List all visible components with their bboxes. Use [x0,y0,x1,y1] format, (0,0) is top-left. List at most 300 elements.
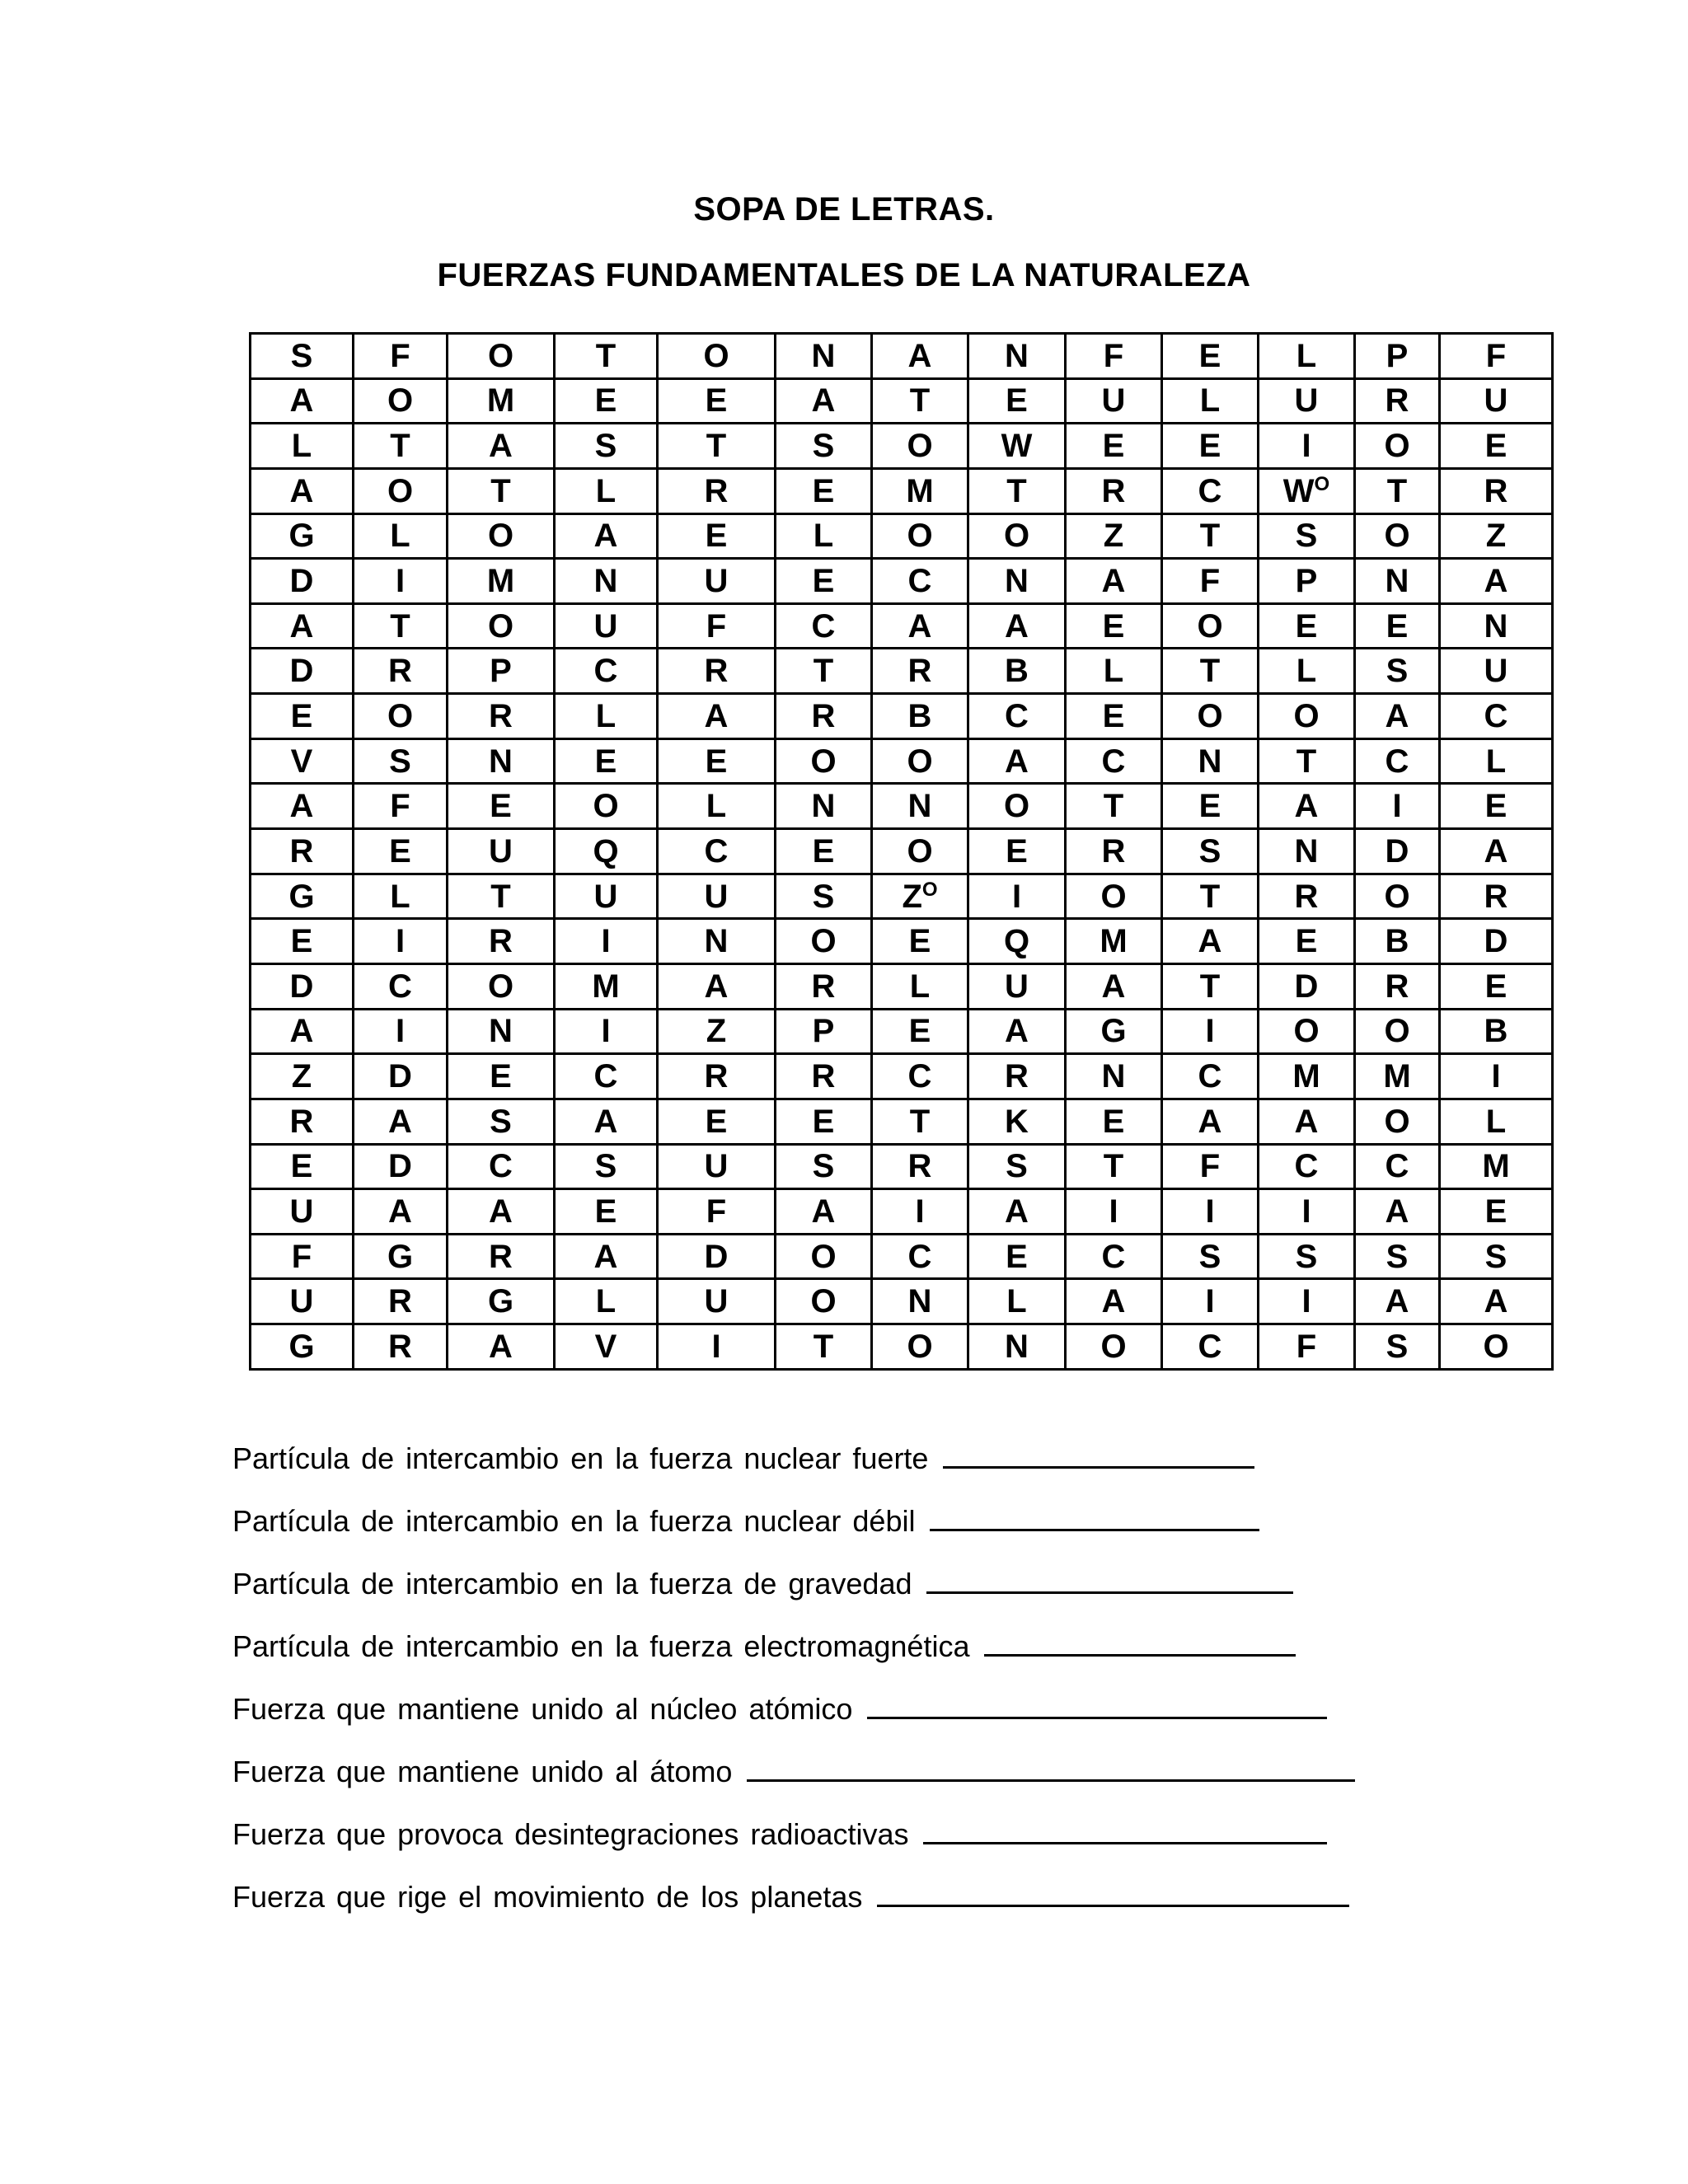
grid-cell: R [448,919,555,964]
grid-cell: L [776,513,872,559]
grid-cell: U [555,874,658,919]
grid-cell: A [968,1189,1066,1235]
grid-cell: M [1440,1144,1553,1189]
grid-cell: P [448,649,555,694]
grid-cell: A [1259,1099,1355,1144]
grid-cell: A [354,1189,448,1235]
grid-cell: O [872,738,968,784]
grid-cell: T [1066,1144,1162,1189]
grid-cell: R [448,694,555,739]
grid-cell: N [1066,1054,1162,1099]
question-item [232,1689,1469,1751]
grid-cell: I [1162,1189,1259,1235]
answer-blank[interactable] [984,1626,1296,1657]
grid-cell: I [1259,1279,1355,1324]
grid-cell: U [658,1144,776,1189]
grid-cell: O [776,1279,872,1324]
grid-cell: E [658,1099,776,1144]
grid-cell: A [448,1324,555,1370]
grid-letter-superscript: O [1314,472,1330,495]
grid-cell: M [1355,1054,1440,1099]
question-item [232,1814,1469,1877]
grid-cell: A [1066,559,1162,604]
grid-cell: O [658,334,776,379]
question-list [232,1438,1469,1939]
grid-cell: A [1440,829,1553,874]
grid-cell: M [448,559,555,604]
grid-cell: A [251,603,354,649]
grid-cell: O [1355,1009,1440,1054]
grid-cell: I [1162,1279,1259,1324]
grid-cell: D [658,1234,776,1279]
grid-cell: A [1162,919,1259,964]
grid-cell: S [968,1144,1066,1189]
grid-cell: E [776,559,872,604]
grid-cell: L [1259,334,1355,379]
grid-cell: C [1066,1234,1162,1279]
grid-cell: S [1440,1234,1553,1279]
grid-row [251,1324,1553,1370]
answer-blank[interactable] [877,1877,1349,1907]
grid-cell: E [1440,1189,1553,1235]
grid-cell: G [251,874,354,919]
grid-cell: N [776,334,872,379]
grid-cell: A [251,1009,354,1054]
grid-cell: E [555,738,658,784]
grid-cell: S [776,874,872,919]
grid-cell: T [448,874,555,919]
page-title: SOPA DE LETRAS. [693,191,995,227]
grid-cell: C [872,1054,968,1099]
grid-cell: A [251,784,354,829]
grid-row [251,649,1553,694]
grid-cell: S [1259,513,1355,559]
grid-cell: S [354,738,448,784]
grid-cell: C [1355,1144,1440,1189]
answer-blank[interactable] [943,1438,1254,1469]
grid-cell: S [1355,649,1440,694]
grid-cell: T [555,334,658,379]
grid-cell: N [1355,559,1440,604]
grid-cell: T [968,468,1066,513]
grid-cell: T [1162,963,1259,1009]
grid-cell: E [776,829,872,874]
grid-cell: L [1440,738,1553,784]
grid-cell: T [1355,468,1440,513]
grid-cell: A [968,738,1066,784]
grid-cell: R [658,1054,776,1099]
question-text: Fuerza que mantiene unido al núcleo atómico [232,1692,853,1726]
grid-cell: D [1355,829,1440,874]
grid-cell: N [1162,738,1259,784]
question-text: Partícula de intercambio en la fuerza de gravedad [232,1567,912,1601]
grid-cell: N [968,1324,1066,1370]
answer-blank[interactable] [923,1814,1327,1844]
grid-cell [1259,468,1355,513]
grid-cell: R [1355,378,1440,424]
grid-cell: A [1355,694,1440,739]
grid-cell: F [1440,334,1553,379]
grid-cell: S [1355,1324,1440,1370]
grid-cell: W [968,424,1066,469]
grid-cell: E [1440,963,1553,1009]
grid-cell: D [251,649,354,694]
grid-cell: B [1355,919,1440,964]
grid-cell: R [1355,963,1440,1009]
grid-cell: A [1355,1189,1440,1235]
grid-cell: O [776,738,872,784]
question-item [232,1626,1469,1689]
grid-cell: O [555,784,658,829]
grid-cell: E [776,1099,872,1144]
grid-cell: Z [1440,513,1553,559]
grid-cell: O [448,334,555,379]
grid-cell: E [1259,603,1355,649]
grid-row [251,919,1553,964]
grid-cell: M [1259,1054,1355,1099]
grid-body [251,334,1553,1370]
grid-cell: F [658,1189,776,1235]
grid-row [251,694,1553,739]
grid-row [251,468,1553,513]
grid-cell: F [1066,334,1162,379]
grid-cell: N [448,1009,555,1054]
grid-cell: L [1259,649,1355,694]
grid-cell: E [1066,694,1162,739]
grid-cell: S [555,424,658,469]
grid-cell: E [555,378,658,424]
grid-cell: E [872,1009,968,1054]
grid-cell: O [776,1234,872,1279]
grid-cell: A [1440,1279,1553,1324]
grid-cell: M [555,963,658,1009]
answer-blank[interactable] [867,1689,1327,1719]
grid-cell: I [555,919,658,964]
grid-cell: T [1162,513,1259,559]
grid-cell: A [1355,1279,1440,1324]
grid-cell: N [872,784,968,829]
grid-cell: E [968,829,1066,874]
grid-cell: O [872,513,968,559]
grid-cell: I [1066,1189,1162,1235]
grid-cell: F [1162,559,1259,604]
grid-cell [872,874,968,919]
grid-cell: E [658,378,776,424]
grid-cell: A [776,1189,872,1235]
grid-row [251,334,1553,379]
grid-cell: E [555,1189,658,1235]
grid-cell: S [776,1144,872,1189]
grid-cell: L [968,1279,1066,1324]
grid-cell: O [1355,513,1440,559]
grid-cell: S [251,334,354,379]
grid-cell: C [872,559,968,604]
grid-letter: W [1282,472,1315,509]
grid-cell: Z [658,1009,776,1054]
grid-cell: E [1066,603,1162,649]
grid-cell: I [1355,784,1440,829]
grid-cell: R [354,1324,448,1370]
answer-blank[interactable] [926,1563,1293,1594]
grid-cell: V [555,1324,658,1370]
grid-row [251,1009,1553,1054]
grid-cell: D [251,559,354,604]
grid-cell: A [555,1099,658,1144]
grid-row [251,784,1553,829]
grid-cell: A [354,1099,448,1144]
grid-cell: E [251,919,354,964]
grid-row [251,1189,1553,1235]
grid-cell: U [658,874,776,919]
grid-cell: I [658,1324,776,1370]
grid-cell: A [1440,559,1553,604]
grid-cell: O [872,424,968,469]
grid-cell: I [1259,1189,1355,1235]
grid-cell: E [1440,784,1553,829]
grid-cell: S [448,1099,555,1144]
grid-cell: F [658,603,776,649]
grid-cell: L [872,963,968,1009]
grid-cell: E [968,1234,1066,1279]
grid-cell: A [658,963,776,1009]
grid-letter: Z [902,878,922,915]
grid-row [251,559,1553,604]
grid-cell: E [1066,1099,1162,1144]
grid-cell: Q [555,829,658,874]
grid-cell: S [1355,1234,1440,1279]
grid-cell: O [872,1324,968,1370]
grid-cell: E [448,1054,555,1099]
grid-cell: R [658,468,776,513]
grid-cell: T [1259,738,1355,784]
grid-cell: L [555,694,658,739]
grid-cell: E [251,694,354,739]
grid-cell: N [1440,603,1553,649]
grid-cell: O [1440,1324,1553,1370]
grid-cell: L [354,874,448,919]
grid-cell: U [1066,378,1162,424]
grid-cell: G [251,1324,354,1370]
grid-cell: O [448,513,555,559]
grid-cell: P [1355,334,1440,379]
grid-cell: V [251,738,354,784]
grid-cell: T [1066,784,1162,829]
grid-cell: S [1259,1234,1355,1279]
grid-cell: A [251,468,354,513]
grid-row [251,513,1553,559]
grid-cell: L [658,784,776,829]
grid-cell: C [1440,694,1553,739]
question-item [232,1438,1469,1501]
grid-cell: B [1440,1009,1553,1054]
grid-cell: I [354,919,448,964]
grid-cell: R [872,649,968,694]
grid-cell: I [354,559,448,604]
grid-cell: P [776,1009,872,1054]
grid-cell: L [251,424,354,469]
question-text: Fuerza que rige el movimiento de los planetas [232,1880,863,1914]
grid-cell: C [776,603,872,649]
grid-cell: E [872,919,968,964]
grid-cell: M [1066,919,1162,964]
grid-cell: C [1162,1054,1259,1099]
grid-cell: E [1440,424,1553,469]
grid-cell: C [658,829,776,874]
grid-row [251,738,1553,784]
grid-cell: L [1440,1099,1553,1144]
grid-cell: O [1355,1099,1440,1144]
grid-cell: O [1355,874,1440,919]
grid-cell: R [658,649,776,694]
grid-cell: D [354,1054,448,1099]
grid-cell: O [448,603,555,649]
grid-cell: D [354,1144,448,1189]
grid-cell: T [776,1324,872,1370]
grid-cell: O [968,513,1066,559]
grid-cell: O [354,378,448,424]
grid-row [251,1144,1553,1189]
answer-blank[interactable] [747,1751,1355,1782]
grid-cell: C [1066,738,1162,784]
grid-cell: T [872,1099,968,1144]
grid-row [251,1099,1553,1144]
grid-cell: D [1440,919,1553,964]
grid-cell: D [251,963,354,1009]
grid-cell: S [776,424,872,469]
grid-cell: R [354,1279,448,1324]
grid-cell: C [1355,738,1440,784]
grid-cell: R [776,694,872,739]
grid-cell: R [776,963,872,1009]
grid-cell: R [251,1099,354,1144]
grid-cell: A [872,334,968,379]
grid-cell: K [968,1099,1066,1144]
grid-cell: P [1259,559,1355,604]
grid-cell: U [251,1189,354,1235]
grid-cell: T [872,378,968,424]
grid-cell: S [1162,1234,1259,1279]
grid-cell: E [1162,784,1259,829]
grid-cell: S [555,1144,658,1189]
grid-cell: Z [251,1054,354,1099]
grid-cell: L [354,513,448,559]
grid-cell: M [872,468,968,513]
question-item [232,1877,1469,1939]
grid-cell: N [872,1279,968,1324]
grid-cell: A [555,513,658,559]
grid-cell: G [448,1279,555,1324]
grid-cell: C [555,649,658,694]
grid-cell: O [448,963,555,1009]
grid-cell: N [968,334,1066,379]
grid-cell: U [251,1279,354,1324]
grid-cell: R [1440,874,1553,919]
grid-cell: T [1162,649,1259,694]
grid-cell: A [1259,784,1355,829]
grid-cell: R [448,1234,555,1279]
grid-cell: C [1259,1144,1355,1189]
grid-cell: G [1066,1009,1162,1054]
grid-cell: N [658,919,776,964]
grid-cell: C [1162,1324,1259,1370]
answer-blank[interactable] [930,1501,1259,1531]
grid-cell: F [354,784,448,829]
grid-cell: N [448,738,555,784]
grid-cell: C [872,1234,968,1279]
grid-cell: U [555,603,658,649]
grid-cell: I [1440,1054,1553,1099]
grid-cell: U [968,963,1066,1009]
grid-cell: O [1162,603,1259,649]
grid-cell: I [354,1009,448,1054]
grid-cell: I [1259,424,1355,469]
grid-cell: C [968,694,1066,739]
grid-cell: F [251,1234,354,1279]
grid-cell: G [251,513,354,559]
grid-cell: A [448,1189,555,1235]
grid-cell: A [1066,1279,1162,1324]
grid-cell: E [658,513,776,559]
grid-cell: M [448,378,555,424]
grid-cell: I [1162,1009,1259,1054]
grid-cell: T [776,649,872,694]
grid-cell: A [251,378,354,424]
grid-cell: A [968,603,1066,649]
grid-cell: A [555,1234,658,1279]
grid-cell: I [968,874,1066,919]
grid-cell: O [1162,694,1259,739]
grid-cell: A [448,424,555,469]
grid-cell: U [1440,378,1553,424]
grid-cell: E [1162,424,1259,469]
grid-row [251,424,1553,469]
question-item [232,1501,1469,1563]
grid-cell: C [448,1144,555,1189]
question-text: Partícula de intercambio en la fuerza electromagnética [232,1629,970,1663]
grid-cell: Z [1066,513,1162,559]
grid-cell: N [1259,829,1355,874]
grid-cell: R [968,1054,1066,1099]
grid-cell: E [658,738,776,784]
question-text: Partícula de intercambio en la fuerza nuclear fuerte [232,1441,929,1475]
grid-cell: O [1259,694,1355,739]
grid-cell: R [1440,468,1553,513]
grid-cell: O [1066,874,1162,919]
grid-cell: A [872,603,968,649]
grid-cell: A [776,378,872,424]
grid-row [251,603,1553,649]
word-search-grid [249,332,1554,1371]
grid-cell: D [1259,963,1355,1009]
grid-cell: O [872,829,968,874]
grid-cell: N [555,559,658,604]
question-text: Fuerza que provoca desintegraciones radioactivas [232,1817,909,1851]
grid-row [251,829,1553,874]
grid-cell: T [354,603,448,649]
grid-cell: F [1259,1324,1355,1370]
grid-row [251,1279,1553,1324]
grid-cell: C [354,963,448,1009]
grid-row [251,378,1553,424]
grid-cell: I [555,1009,658,1054]
grid-cell: B [968,649,1066,694]
grid-cell: E [354,829,448,874]
grid-cell: T [1162,874,1259,919]
grid-cell: O [354,694,448,739]
grid-cell: U [1259,378,1355,424]
grid-row [251,963,1553,1009]
grid-cell: L [1066,649,1162,694]
